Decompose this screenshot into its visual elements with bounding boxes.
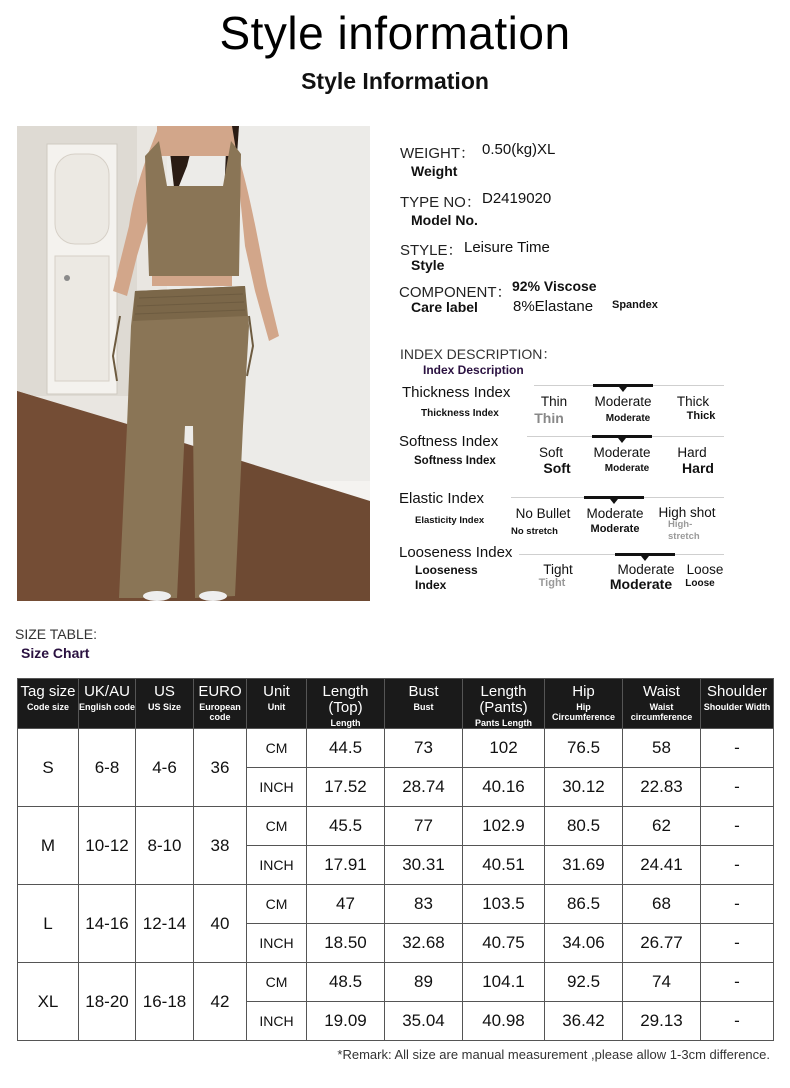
header-sublabel: Shoulder Width: [703, 702, 771, 712]
product-photo: [17, 126, 370, 601]
size-table-header-cell: [385, 679, 463, 729]
measurement-cell: 102.9: [463, 807, 545, 846]
softness-option-hard: Hard: [677, 445, 707, 460]
measurement-cell: 68: [623, 885, 701, 924]
style-label: STYLE：: [400, 242, 463, 259]
measurement-cell: 40.51: [463, 846, 545, 885]
size-cell-us: 16-18: [136, 963, 194, 1041]
index-heading: INDEX DESCRIPTION：: [400, 346, 557, 362]
thickness-option-moderate: Moderate: [594, 394, 652, 409]
softness-option-moderate: Moderate: [593, 445, 651, 460]
looseness-subtitle-1: Looseness: [415, 563, 478, 577]
size-table-header-cell: [247, 679, 307, 729]
component-sublabel: Care label: [411, 299, 478, 315]
measurement-cell: 45.5: [307, 807, 385, 846]
size-cell-uk: 14-16: [79, 885, 136, 963]
unit-cell: CM: [247, 885, 307, 924]
header-sublabel: European code: [199, 702, 241, 722]
size-cell-us: 8-10: [136, 807, 194, 885]
header-sublabel: Bust: [413, 702, 434, 712]
size-table-header-cell: [307, 679, 385, 729]
header-sublabel: Pants Length: [474, 718, 532, 728]
thickness-option-thick: Thick: [676, 394, 710, 409]
table-row: [18, 885, 774, 924]
looseness-sub-tight: Tight: [538, 577, 566, 589]
measurement-cell: 47: [307, 885, 385, 924]
header-label: Length (Top): [322, 683, 369, 716]
style-value: Leisure Time: [464, 239, 550, 256]
looseness-subtitle-2: Index: [415, 578, 447, 592]
thickness-sub-moderate: Moderate: [605, 413, 651, 424]
size-cell-uk: 6-8: [79, 729, 136, 807]
elastic-sub-no-stretch: No stretch: [511, 526, 558, 537]
looseness-title: Looseness Index: [399, 544, 513, 561]
measurement-cell: 26.77: [623, 924, 701, 963]
table-row: [18, 963, 774, 1002]
component-label: COMPONENT：: [399, 284, 512, 301]
measurement-cell: -: [701, 924, 774, 963]
measurement-cell: -: [701, 885, 774, 924]
unit-cell: CM: [247, 729, 307, 768]
size-table-header-cell: [545, 679, 623, 729]
size-table-header-cell: [136, 679, 194, 729]
measurement-cell: 74: [623, 963, 701, 1002]
measurement-cell: 18.50: [307, 924, 385, 963]
measurement-cell: 89: [385, 963, 463, 1002]
measurement-cell: 86.5: [545, 885, 623, 924]
softness-subtitle: Softness Index: [414, 455, 496, 467]
thickness-subtitle: Thickness Index: [421, 408, 499, 419]
softness-sub-hard: Hard: [682, 460, 714, 476]
measurement-cell: 62: [623, 807, 701, 846]
looseness-option-tight: Tight: [543, 562, 573, 577]
header-label: UK/AU: [84, 683, 130, 700]
measurement-cell: 17.52: [307, 768, 385, 807]
size-cell-size: XL: [18, 963, 79, 1041]
elastic-option-high-shot: High shot: [658, 505, 716, 520]
thickness-option-thin: Thin: [540, 394, 568, 409]
measurement-cell: 40.75: [463, 924, 545, 963]
measurement-cell: 102: [463, 729, 545, 768]
softness-pointer-icon: [618, 438, 626, 443]
measurement-cell: 36.42: [545, 1002, 623, 1041]
table-row: [18, 807, 774, 846]
softness-sub-soft: Soft: [543, 460, 571, 476]
page-subtitle: Style Information: [301, 68, 489, 94]
measurement-cell: 24.41: [623, 846, 701, 885]
measurement-cell: 31.69: [545, 846, 623, 885]
header-sublabel: Length: [330, 718, 361, 728]
unit-cell: CM: [247, 807, 307, 846]
looseness-option-loose: Loose: [686, 562, 724, 577]
measurement-cell: 83: [385, 885, 463, 924]
looseness-option-moderate: Moderate: [617, 562, 675, 577]
component-value-viscose: 92% Viscose: [512, 278, 597, 294]
header-label: US: [154, 683, 175, 700]
measurement-cell: 22.83: [623, 768, 701, 807]
header-label: Waist: [643, 683, 680, 700]
header-label: Shoulder: [706, 683, 768, 700]
size-table-sublabel: Size Chart: [21, 645, 90, 661]
measurement-cell: 17.91: [307, 846, 385, 885]
measurement-cell: -: [701, 846, 774, 885]
elastic-title: Elastic Index: [399, 490, 485, 507]
size-table-label: SIZE TABLE:: [15, 626, 97, 642]
unit-cell: INCH: [247, 1002, 307, 1041]
size-table-header-cell: [701, 679, 774, 729]
header-label: EURO: [198, 683, 242, 700]
measurement-cell: -: [701, 963, 774, 1002]
measurement-cell: 28.74: [385, 768, 463, 807]
type-sublabel: Model No.: [411, 212, 478, 228]
remark-note: *Remark: All size are manual measurement ,please allow 1-3cm difference.: [337, 1047, 770, 1062]
unit-cell: CM: [247, 963, 307, 1002]
measurement-cell: 40.16: [463, 768, 545, 807]
model-photo-illustration: [17, 126, 370, 601]
measurement-cell: 76.5: [545, 729, 623, 768]
size-cell-size: L: [18, 885, 79, 963]
index-heading-sub: Index Description: [423, 363, 524, 377]
size-table-header-cell: [623, 679, 701, 729]
measurement-cell: 19.09: [307, 1002, 385, 1041]
measurement-cell: 30.12: [545, 768, 623, 807]
size-table-header-cell: [194, 679, 247, 729]
softness-option-soft: Soft: [538, 445, 563, 460]
elastic-sub-high-stretch: High-stretch: [668, 519, 700, 542]
size-table-header-cell: [463, 679, 545, 729]
thickness-sub-thick: Thick: [686, 410, 716, 422]
header-sublabel: Waist circumference: [630, 702, 693, 722]
softness-sub-moderate: Moderate: [604, 463, 650, 474]
header-label: Length (Pants): [479, 683, 528, 716]
size-table-header-cell: [18, 679, 79, 729]
size-cell-us: 12-14: [136, 885, 194, 963]
header-sublabel: Unit: [267, 702, 286, 712]
type-label: TYPE NO：: [400, 194, 481, 211]
measurement-cell: 48.5: [307, 963, 385, 1002]
size-cell-euro: 36: [194, 729, 247, 807]
measurement-cell: -: [701, 768, 774, 807]
size-chart-table: [17, 678, 774, 1041]
measurement-cell: 30.31: [385, 846, 463, 885]
measurement-cell: -: [701, 807, 774, 846]
size-cell-size: M: [18, 807, 79, 885]
header-label: Tag size: [20, 683, 76, 700]
type-value: D2419020: [482, 190, 552, 207]
table-row: [18, 729, 774, 768]
header-sublabel: Code size: [26, 702, 69, 712]
measurement-cell: -: [701, 1002, 774, 1041]
page-title: Style information: [219, 7, 571, 59]
header-sublabel: Hip Circumference: [551, 702, 616, 722]
measurement-cell: 29.13: [623, 1002, 701, 1041]
measurement-cell: 40.98: [463, 1002, 545, 1041]
header-label: Bust: [408, 683, 439, 700]
size-cell-size: S: [18, 729, 79, 807]
unit-cell: INCH: [247, 924, 307, 963]
measurement-cell: 80.5: [545, 807, 623, 846]
measurement-cell: 58: [623, 729, 701, 768]
weight-sublabel: Weight: [411, 163, 458, 179]
unit-cell: INCH: [247, 846, 307, 885]
elastic-option-no-bullet: No Bullet: [515, 506, 571, 521]
size-cell-euro: 42: [194, 963, 247, 1041]
elastic-sub-moderate: Moderate: [590, 523, 640, 535]
header-label: Unit: [263, 683, 290, 700]
header-label: Hip: [572, 683, 595, 700]
size-table-header-row: [18, 679, 774, 729]
unit-cell: INCH: [247, 768, 307, 807]
elastic-pointer-icon: [610, 499, 618, 504]
measurement-cell: 92.5: [545, 963, 623, 1002]
thickness-sub-thin: Thin: [534, 410, 564, 426]
measurement-cell: 77: [385, 807, 463, 846]
measurement-cell: 35.04: [385, 1002, 463, 1041]
style-sublabel: Style: [411, 257, 445, 273]
elastic-option-moderate: Moderate: [586, 506, 644, 521]
weight-label: WEIGHT：: [400, 145, 475, 162]
size-cell-uk: 10-12: [79, 807, 136, 885]
thickness-title: Thickness Index: [402, 384, 511, 401]
weight-value: 0.50(kg)XL: [482, 141, 556, 158]
measurement-cell: 104.1: [463, 963, 545, 1002]
looseness-pointer-icon: [641, 556, 649, 561]
measurement-cell: 34.06: [545, 924, 623, 963]
size-cell-euro: 38: [194, 807, 247, 885]
measurement-cell: 32.68: [385, 924, 463, 963]
component-extra-label: Spandex: [612, 299, 658, 311]
looseness-sub-loose: Loose: [685, 578, 715, 589]
header-sublabel: US Size: [147, 702, 181, 712]
measurement-cell: 103.5: [463, 885, 545, 924]
looseness-sub-moderate: Moderate: [609, 576, 673, 592]
measurement-cell: 44.5: [307, 729, 385, 768]
header-sublabel: English code: [79, 702, 136, 712]
measurement-cell: -: [701, 729, 774, 768]
measurement-cell: 73: [385, 729, 463, 768]
softness-title: Softness Index: [399, 433, 499, 450]
size-table-header-cell: [79, 679, 136, 729]
size-cell-uk: 18-20: [79, 963, 136, 1041]
component-value-elastane: 8%Elastane: [513, 298, 594, 315]
elastic-subtitle: Elasticity Index: [415, 515, 485, 526]
thickness-pointer-icon: [619, 387, 627, 392]
size-cell-euro: 40: [194, 885, 247, 963]
size-cell-us: 4-6: [136, 729, 194, 807]
